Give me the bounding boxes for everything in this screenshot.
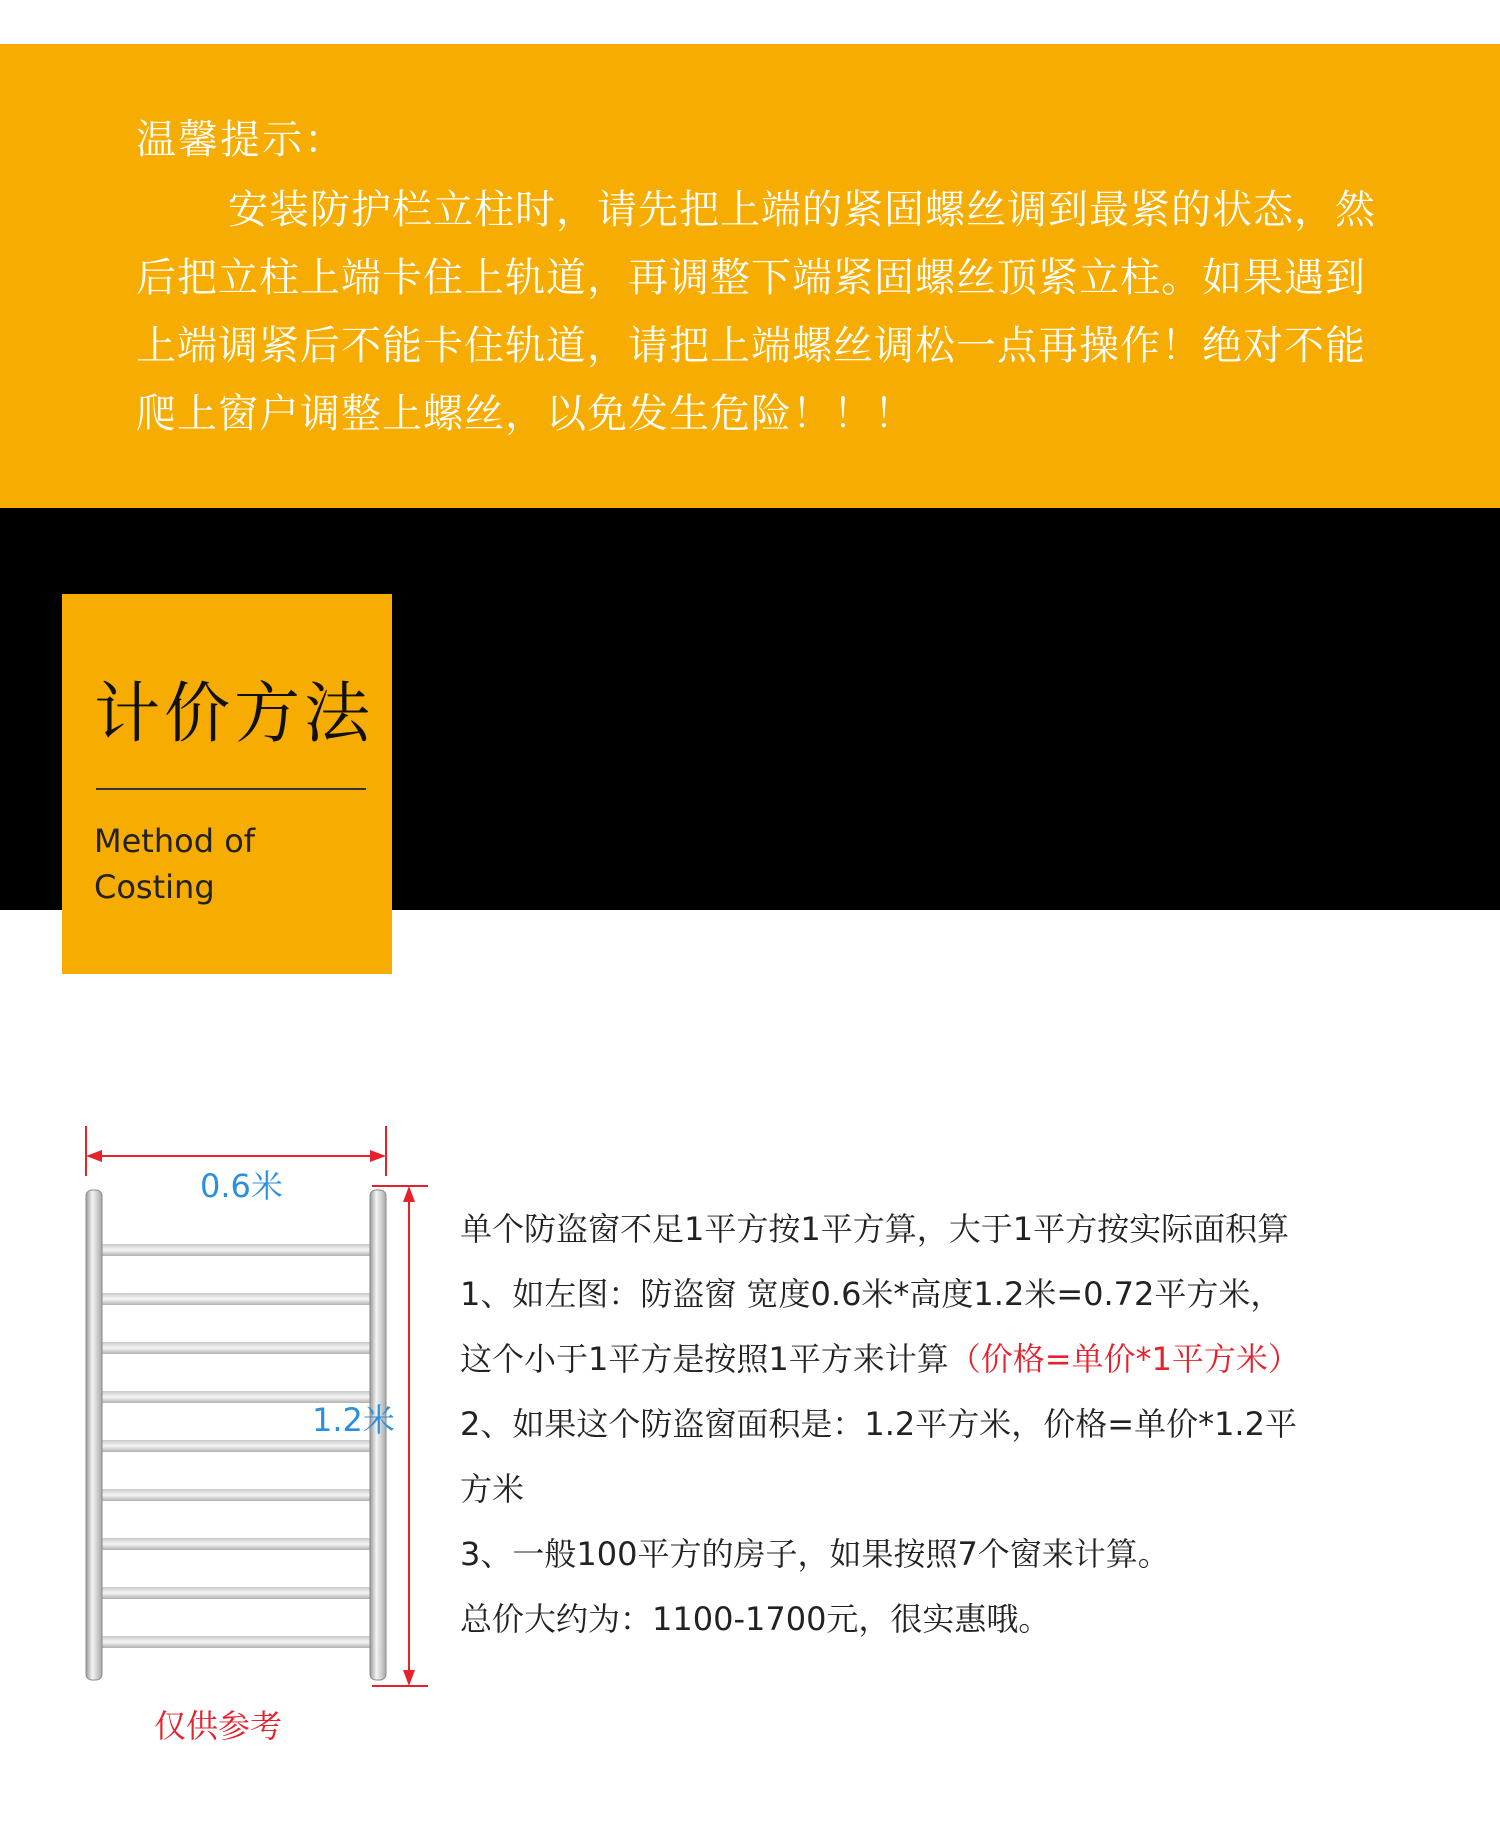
- width-label: 0.6米: [200, 1167, 283, 1205]
- section-subtitle: Method of Costing: [94, 822, 256, 906]
- price-formula: （价格=单价*1平方米）: [948, 1340, 1300, 1378]
- section-title: 计价方法: [94, 675, 374, 752]
- pricing-line-5: 3、一般100平方的房子，如果按照7个窗来计算。: [460, 1535, 1170, 1573]
- pricing-line-6: 总价大约为：1100-1700元，很实惠哦。: [460, 1600, 1051, 1638]
- pricing-text: [460, 1197, 1460, 1652]
- window-guard-diagram: [76, 1120, 436, 1700]
- heading-divider: [96, 788, 366, 790]
- pricing-line-1: 1、如左图：防盗窗 宽度0.6米*高度1.2米=0.72平方米，: [460, 1275, 1283, 1313]
- section-heading-card: [62, 594, 392, 974]
- tip-title: 温馨提示：: [136, 117, 346, 163]
- pricing-intro: 单个防盗窗不足1平方按1平方算，大于1平方按实际面积算: [460, 1210, 1290, 1248]
- reference-note: 仅供参考: [154, 1707, 283, 1745]
- pricing-line-2: [460, 1327, 1460, 1392]
- pricing-line-3: 2、如果这个防盗窗面积是：1.2平方米，价格=单价*1.2平: [460, 1405, 1297, 1443]
- tip-body: 安装防护栏立柱时，请先把上端的紧固螺丝调到最紧的状态，然后把立柱上端卡住上轨道，再调整下端紧固螺丝顶紧立柱。如果遇到上端调紧后不能卡住轨道，请把上端螺丝调松一点再操作！绝对不能爬上窗户调整上螺丝，以免发生危险！！！: [136, 187, 1376, 437]
- pricing-line-4: 方米: [460, 1470, 525, 1508]
- height-label: 1.2米: [312, 1401, 395, 1439]
- pricing-line-2-text: 这个小于1平方是按照1平方来计算: [460, 1340, 949, 1378]
- guard-bars: [98, 1244, 374, 1648]
